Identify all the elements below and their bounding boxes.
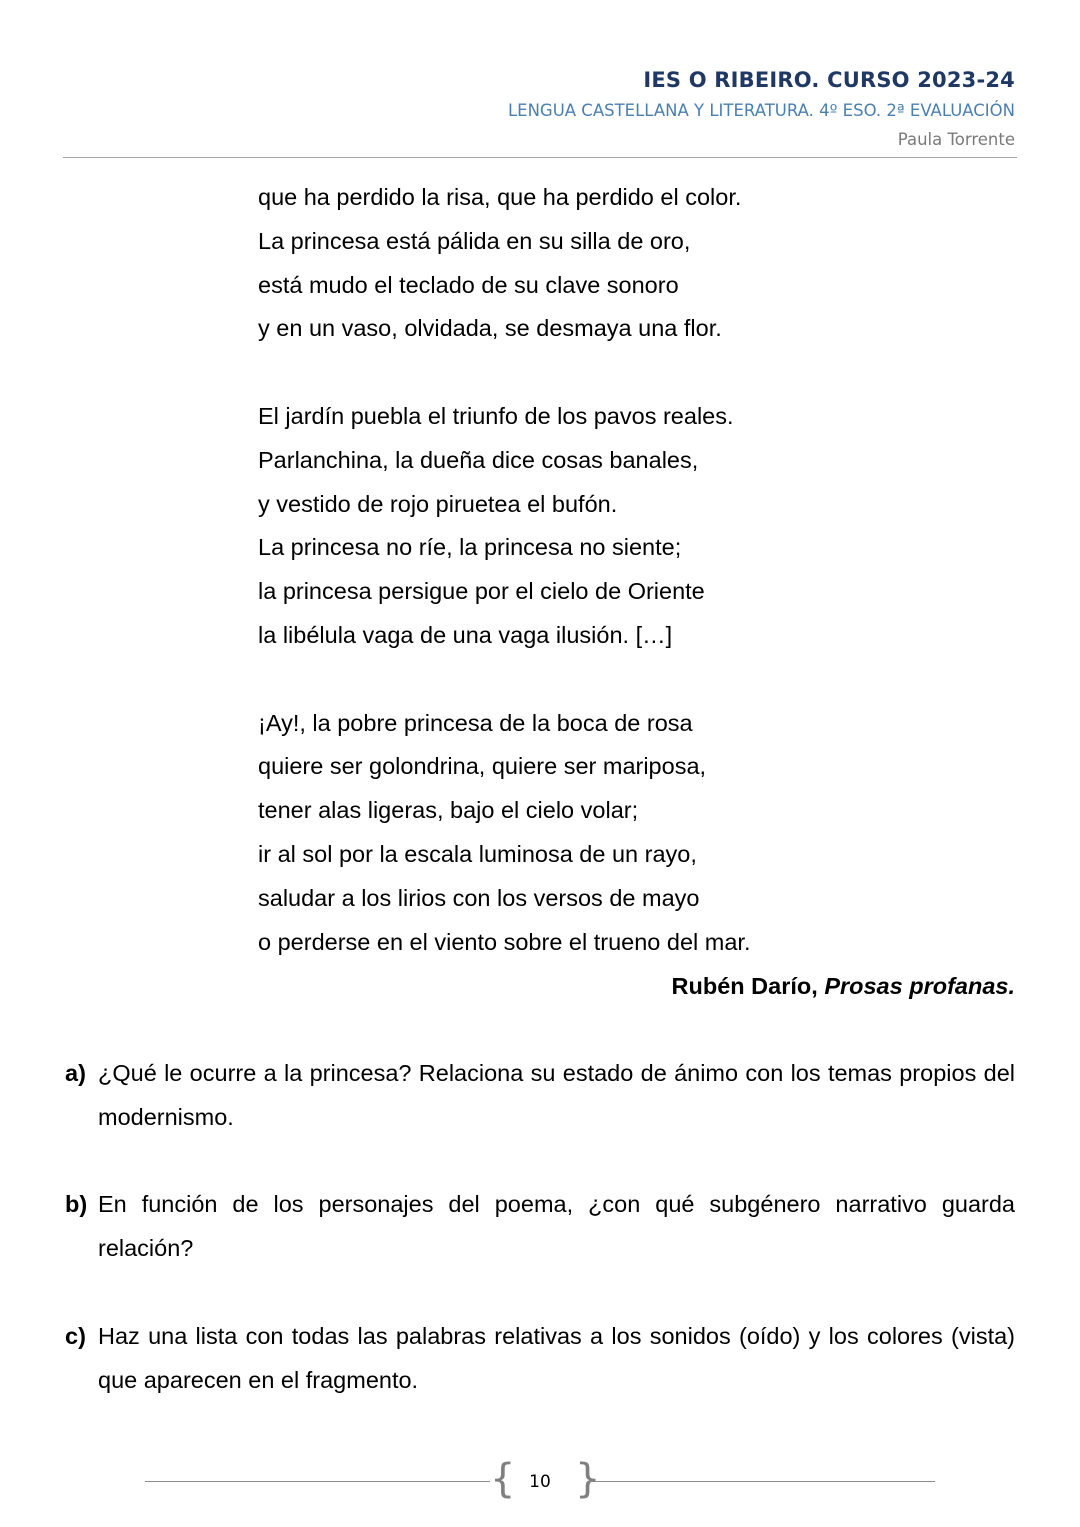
header-divider xyxy=(63,157,1017,158)
right-brace-icon: } xyxy=(575,1456,601,1502)
poem-verse: Parlanchina, la dueña dice cosas banales, xyxy=(258,446,699,473)
poem-verse: tener alas ligeras, bajo el cielo volar; xyxy=(258,797,639,824)
poem-verse: saludar a los lirios con los versos de mayo xyxy=(258,884,700,911)
question-list xyxy=(65,1052,1015,1446)
poem-verse: la libélula vaga de una vaga ilusión. […] xyxy=(258,621,673,648)
footer-rule-right xyxy=(590,1481,935,1482)
author-name: Paula Torrente xyxy=(897,130,1015,149)
left-brace-icon: { xyxy=(490,1456,516,1502)
poem xyxy=(258,176,1018,964)
page-number: 10 xyxy=(529,1472,551,1492)
question-text: Haz una lista con todas las palabras relativas a los sonidos (oído) y los colores (vista) que aparecen en el fragmento. xyxy=(98,1322,1015,1393)
attribution-author: Rubén Darío, xyxy=(671,973,825,999)
poem-verse: La princesa está pálida en su silla de oro, xyxy=(258,227,691,254)
question-letter: a) xyxy=(65,1060,86,1086)
question-item xyxy=(65,1183,1015,1271)
question-item xyxy=(65,1052,1015,1140)
question-text: ¿Qué le ocurre a la princesa? Relaciona su estado de ánimo con los temas propios del modernismo. xyxy=(98,1060,1015,1130)
poem-verse: está mudo el teclado de su clave sonoro xyxy=(258,271,679,298)
poem-verse: y vestido de rojo piruetea el bufón. xyxy=(258,490,618,517)
subject-line: LENGUA CASTELLANA Y LITERATURA. 4º ESO. 2ª EVALUACIÓN xyxy=(507,101,1015,120)
poem-verse: La princesa no ríe, la princesa no siente; xyxy=(258,534,682,561)
question-letter: c) xyxy=(65,1322,86,1349)
school-title: IES O RIBEIRO. CURSO 2023-24 xyxy=(643,68,1015,92)
poem-verse: El jardín puebla el triunfo de los pavos reales. xyxy=(258,402,734,429)
poem-stanza xyxy=(258,395,1018,658)
poem-verse: que ha perdido la risa, que ha perdido el color. xyxy=(258,184,742,210)
attribution-work: Prosas profanas. xyxy=(824,973,1015,999)
poem-attribution xyxy=(672,965,1015,1008)
poem-verse: ir al sol por la escala luminosa de un rayo, xyxy=(258,840,697,867)
question-letter: b) xyxy=(65,1191,88,1218)
poem-verse: o perderse en el viento sobre el trueno del mar. xyxy=(258,928,751,955)
poem-verse: la princesa persigue por el cielo de Oriente xyxy=(258,578,705,605)
page-footer xyxy=(145,1456,935,1502)
footer-rule-left xyxy=(145,1481,490,1482)
page-header xyxy=(508,64,1015,154)
poem-verse: quiere ser golondrina, quiere ser mariposa, xyxy=(258,753,707,780)
poem-stanza xyxy=(258,702,1018,965)
question-text: En función de los personajes del poema, ¿con qué subgénero narrativo guarda relación? xyxy=(98,1191,1015,1262)
poem-verse: y en un vaso, olvidada, se desmaya una flor. xyxy=(258,315,722,342)
question-item xyxy=(65,1315,1015,1403)
poem-verse: ¡Ay!, la pobre princesa de la boca de rosa xyxy=(258,709,693,736)
poem-stanza xyxy=(258,176,1018,351)
